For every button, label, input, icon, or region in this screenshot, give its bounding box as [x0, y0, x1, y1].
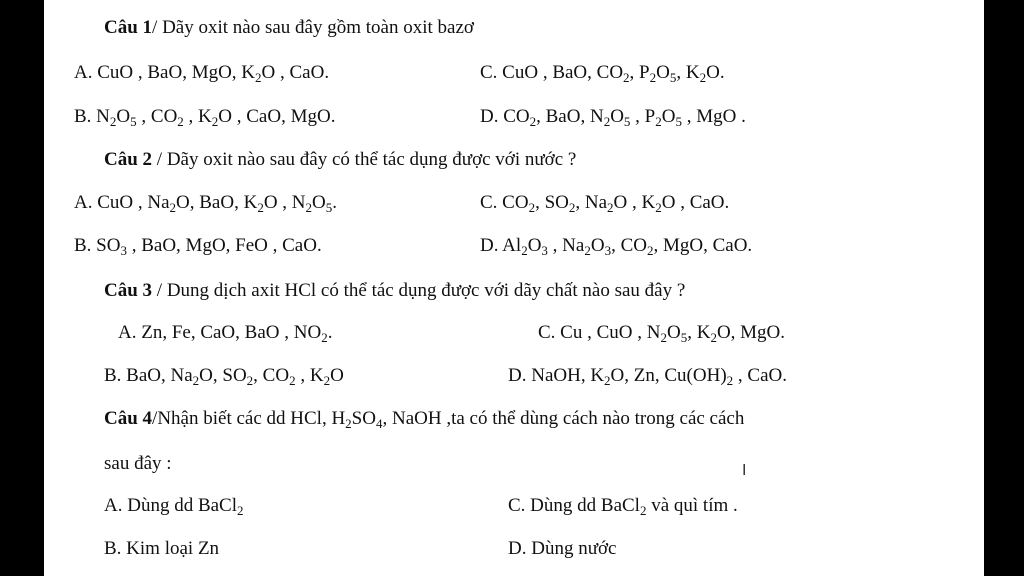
text-segment: , Na — [575, 192, 608, 213]
subscript: 2 — [699, 70, 707, 85]
subscript: 2 — [639, 503, 647, 518]
subscript: 2 — [323, 373, 331, 388]
text-segment: , K — [295, 365, 324, 386]
question-3-title — [104, 281, 685, 300]
text-segment: , CaO. — [733, 365, 787, 386]
subscript: 2 — [603, 114, 611, 129]
question-3-label: Câu 3 — [104, 280, 153, 301]
text-segment: /Nhận biết các dd HCl, H — [152, 408, 346, 429]
question-4-option-a — [104, 495, 244, 518]
text-segment: O , CaO. — [661, 192, 730, 213]
question-4-option-b: B. Kim loại Zn — [104, 538, 220, 559]
text-segment: C. Dùng dd BaCl — [508, 495, 640, 516]
subscript: 5 — [325, 200, 333, 215]
subscript: 2 — [305, 200, 313, 215]
text-segment: O, SO — [199, 365, 247, 386]
subscript: 2 — [192, 373, 200, 388]
text-segment: O, BaO, K — [176, 192, 258, 213]
text-segment: O , N — [263, 192, 306, 213]
subscript: 2 — [660, 330, 667, 345]
subscript: 2 — [584, 243, 591, 258]
text-segment: O , CaO. — [261, 62, 330, 83]
question-1-title — [104, 18, 474, 37]
subscript: 2 — [623, 70, 630, 85]
text-segment: O — [666, 322, 681, 343]
text-segment: O — [527, 235, 542, 256]
subscript: 2 — [568, 200, 576, 215]
subscript: 2 — [321, 330, 328, 345]
subscript: 2 — [246, 373, 254, 388]
question-4-text — [152, 408, 744, 429]
text-segment: , P — [630, 106, 656, 127]
text-segment: C. CuO , BaO, CO — [480, 62, 624, 83]
text-segment: , MgO . — [681, 106, 746, 127]
subscript: 2 — [655, 200, 662, 215]
text-segment: O , CaO, MgO. — [218, 106, 336, 127]
subscript: 2 — [528, 200, 536, 215]
text-segment: A. Zn, Fe, CaO, BaO , NO — [118, 322, 322, 343]
subscript: 2 — [655, 114, 662, 129]
subscript: 2 — [646, 243, 654, 258]
subscript: 2 — [169, 200, 177, 215]
subscript: 2 — [237, 503, 244, 518]
text-segment: B. BaO, Na — [104, 365, 193, 386]
text-segment: , CO — [611, 235, 647, 256]
text-segment: O. — [706, 62, 725, 83]
text-segment: , K — [183, 106, 212, 127]
question-3-option-c — [538, 322, 786, 345]
question-1-label: Câu 1 — [104, 17, 153, 38]
text-segment: O — [312, 192, 326, 213]
text-segment: , P — [629, 62, 650, 83]
question-2-label: Câu 2 — [104, 149, 153, 170]
text-segment: O — [590, 235, 605, 256]
subscript: 2 — [177, 114, 184, 129]
subscript: 2 — [710, 330, 717, 345]
text-segment: D. NaOH, K — [508, 365, 605, 386]
text-segment: , K — [676, 62, 700, 83]
text-segment: C. Cu , CuO , N — [538, 322, 661, 343]
question-4-text-continued: sau đây : — [104, 453, 172, 474]
question-1-text: / Dãy oxit nào sau đây gồm toàn oxit bazơ — [152, 17, 474, 38]
question-1-option-c — [480, 62, 725, 85]
text-segment: O, Zn, Cu(OH) — [610, 365, 727, 386]
text-segment: O, MgO. — [716, 322, 786, 343]
text-segment: B. N — [74, 106, 110, 127]
subscript: 2 — [726, 373, 734, 388]
subscript: 2 — [345, 416, 352, 431]
subscript: 2 — [255, 70, 262, 85]
text-segment: C. CO — [480, 192, 529, 213]
text-segment: A. CuO , Na — [74, 192, 170, 213]
text-segment: và quì tím . — [646, 495, 738, 516]
question-1-option-b — [74, 106, 336, 129]
text-segment: O — [661, 106, 676, 127]
subscript: 2 — [607, 200, 614, 215]
question-3-option-a — [118, 322, 333, 345]
text-segment: O — [330, 365, 344, 386]
question-2-option-b — [74, 235, 322, 258]
text-segment: , K — [687, 322, 711, 343]
text-segment: O — [116, 106, 131, 127]
text-segment: , BaO, N — [536, 106, 604, 127]
subscript: 2 — [521, 243, 528, 258]
subscript: 5 — [669, 70, 677, 85]
question-4-label: Câu 4 — [104, 408, 153, 429]
question-3-option-d — [508, 365, 787, 388]
text-segment: . — [332, 192, 337, 213]
text-segment: SO — [351, 408, 376, 429]
question-2-option-d — [480, 235, 753, 258]
question-2-option-c — [480, 192, 730, 215]
subscript: 5 — [675, 114, 682, 129]
question-4-title — [104, 408, 745, 431]
text-segment: B. SO — [74, 235, 121, 256]
subscript: 3 — [604, 243, 612, 258]
text-segment: A. CuO , BaO, MgO, K — [74, 62, 256, 83]
text-segment: D. Al — [480, 235, 522, 256]
text-segment: , BaO, MgO, FeO , CaO. — [126, 235, 322, 256]
question-2-text: / Dãy oxit nào sau đây có thể tác dụng được với nước ? — [152, 149, 577, 170]
question-2-title — [104, 150, 576, 169]
text-segment: , CO — [136, 106, 178, 127]
subscript: 2 — [257, 200, 264, 215]
text-segment: , SO — [535, 192, 569, 213]
question-3-text: / Dung dịch axit HCl có thể tác dụng được với dãy chất nào sau đây ? — [152, 280, 686, 301]
subscript: 3 — [541, 243, 548, 258]
subscript: 2 — [109, 114, 117, 129]
text-segment: , NaOH ,ta có thể dùng cách nào trong các cách — [382, 408, 745, 429]
subscript: 4 — [375, 416, 383, 431]
subscript: 2 — [649, 70, 657, 85]
text-segment: . — [327, 322, 333, 343]
question-2-option-a — [74, 192, 337, 215]
text-segment: , MgO, CaO. — [653, 235, 753, 256]
text-cursor-icon: I — [742, 462, 747, 479]
subscript: 2 — [529, 114, 537, 129]
text-segment: , CO — [253, 365, 290, 386]
text-segment: O — [610, 106, 624, 127]
question-4-option-c — [508, 495, 738, 518]
subscript: 3 — [120, 243, 127, 258]
subscript: 2 — [211, 114, 219, 129]
question-1-option-a — [74, 62, 330, 85]
text-segment: , Na — [547, 235, 585, 256]
subscript: 5 — [680, 330, 688, 345]
text-segment: O — [656, 62, 670, 83]
subscript: 5 — [130, 114, 137, 129]
text-segment: D. CO — [480, 106, 530, 127]
text-segment: O , K — [613, 192, 656, 213]
subscript: 5 — [623, 114, 631, 129]
document-page — [44, 0, 984, 576]
subscript: 2 — [604, 373, 611, 388]
subscript: 2 — [289, 373, 296, 388]
question-1-option-d — [480, 106, 746, 129]
question-3-option-b — [104, 365, 344, 388]
text-segment: A. Dùng dd BaCl — [104, 495, 237, 516]
question-4-option-d: D. Dùng nước — [508, 538, 617, 559]
